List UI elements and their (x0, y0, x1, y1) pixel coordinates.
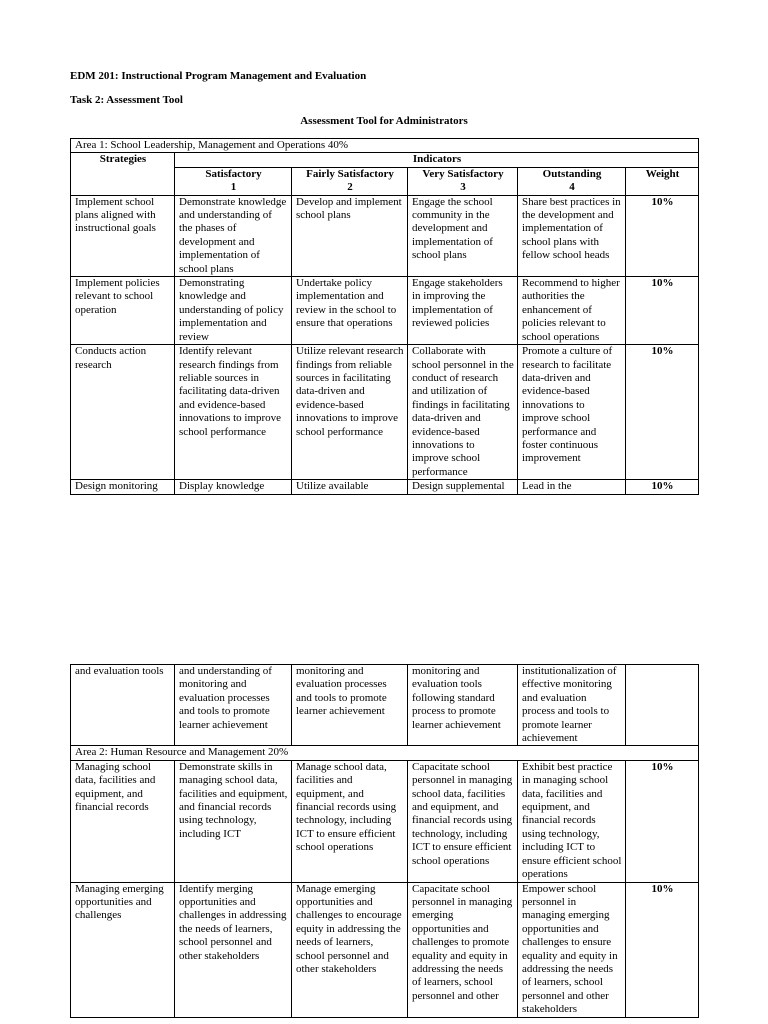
weight-cell (626, 665, 699, 746)
level-name: Outstanding (542, 167, 602, 180)
strategy-cell: Design monitoring (71, 480, 175, 494)
indicator-cell-very-satisfactory: Engage the school community in the development and implementation of school plans (408, 195, 518, 276)
indicator-cell-satisfactory: Identify relevant research findings from reliable sources in facilitating data-driven and evidence-based innovations to improve school performance (175, 345, 292, 480)
indicator-cell-very-satisfactory: Collaborate with school personnel in the conduct of research and utilization of findings in facilitating data-driven and evidence-based innovations to improve school performance (408, 345, 518, 480)
level-header-satisfactory (175, 167, 292, 195)
indicator-cell-very-satisfactory: Engage stakeholders in improving the implementation of reviewed policies (408, 277, 518, 345)
area-2-title: Area 2: Human Resource and Management 20% (71, 746, 699, 760)
weight-cell: 10% (626, 277, 699, 345)
level-number: 2 (347, 181, 353, 194)
strategy-cell: and evaluation tools (71, 665, 175, 746)
indicator-cell-outstanding: Lead in the (518, 480, 626, 494)
table-row (71, 277, 699, 345)
table-row (71, 760, 699, 882)
level-header-outstanding (518, 167, 626, 195)
table-row (71, 882, 699, 1017)
weight-header: Weight (626, 167, 699, 195)
indicator-cell-fairly-satisfactory: Manage school data, facilities and equipment, and financial records using technology, including ICT to ensure efficient school operations (292, 760, 408, 882)
level-name: Very Satisfactory (422, 167, 504, 180)
indicator-cell-fairly-satisfactory: Utilize available (292, 480, 408, 494)
indicator-cell-satisfactory: and understanding of monitoring and evaluation processes and tools to promote learner achievement (175, 665, 292, 746)
weight-cell: 10% (626, 480, 699, 494)
level-header-very-satisfactory (408, 167, 518, 195)
indicator-cell-outstanding: Recommend to higher authorities the enhancement of policies relevant to school operations (518, 277, 626, 345)
table-row (71, 345, 699, 480)
strategy-cell: Managing emerging opportunities and challenges (71, 882, 175, 1017)
level-name: Satisfactory (205, 167, 262, 180)
level-header-fairly-satisfactory (292, 167, 408, 195)
assessment-table-page-1 (70, 138, 699, 495)
indicator-cell-fairly-satisfactory: Manage emerging opportunities and challenges to encourage equity in addressing the needs of learners, school personnel and other stakeholders (292, 882, 408, 1017)
indicator-cell-satisfactory: Demonstrate knowledge and understanding of the phases of development and implementation of school plans (175, 195, 292, 276)
indicator-cell-very-satisfactory: Capacitate school personnel in managing school data, facilities and equipment, and financial records using technology, including ICT to ensure efficient school operations (408, 760, 518, 882)
indicator-cell-fairly-satisfactory: Undertake policy implementation and review in the school to ensure that operations (292, 277, 408, 345)
indicator-cell-very-satisfactory: monitoring and evaluation tools following standard process to promote learner achievement (408, 665, 518, 746)
indicators-header: Indicators (175, 153, 699, 167)
indicator-cell-satisfactory: Demonstrating knowledge and understanding of policy implementation and review (175, 277, 292, 345)
weight-cell: 10% (626, 345, 699, 480)
indicator-cell-outstanding: Exhibit best practice in managing school data, facilities and equipment, and financial records using technology, including ICT to ensure efficient school operations (518, 760, 626, 882)
assessment-table-page-2 (70, 664, 699, 1018)
weight-cell: 10% (626, 882, 699, 1017)
strategies-header: Strategies (71, 153, 175, 195)
indicator-cell-very-satisfactory: Design supplemental (408, 480, 518, 494)
level-number: 1 (230, 181, 237, 194)
indicator-cell-fairly-satisfactory: Utilize relevant research findings from reliable sources in facilitating data-driven and evidence-based innovations to improve school performance (292, 345, 408, 480)
weight-cell: 10% (626, 195, 699, 276)
course-title: EDM 201: Instructional Program Management and Evaluation (70, 70, 367, 82)
task-title: Task 2: Assessment Tool (70, 94, 183, 106)
indicator-cell-satisfactory: Display knowledge (175, 480, 292, 494)
indicator-cell-outstanding: Share best practices in the development and implementation of school plans with fellow school heads (518, 195, 626, 276)
area-1-title: Area 1: School Leadership, Management and Operations 40% (71, 139, 699, 153)
table-row (71, 195, 699, 276)
strategy-cell: Implement policies relevant to school operation (71, 277, 175, 345)
strategy-cell: Implement school plans aligned with instructional goals (71, 195, 175, 276)
level-number: 3 (460, 181, 466, 194)
strategy-cell: Managing school data, facilities and equipment, and financial records (71, 760, 175, 882)
header-row-indicators (71, 153, 699, 167)
indicator-cell-outstanding: Empower school personnel in managing emerging opportunities and challenges to ensure equality and equity in addressing the needs of learners, school personnel and other stakeholders (518, 882, 626, 1017)
indicator-cell-fairly-satisfactory: monitoring and evaluation processes and tools to promote learner achievement (292, 665, 408, 746)
table-row-split-bottom (71, 665, 699, 746)
indicator-cell-outstanding: institutionalization of effective monitoring and evaluation process and tools to promote learner achievement (518, 665, 626, 746)
indicator-cell-satisfactory: Identify merging opportunities and challenges in addressing the needs of learners, school personnel and other stakeholders (175, 882, 292, 1017)
level-name: Fairly Satisfactory (306, 167, 394, 180)
tool-title: Assessment Tool for Administrators (300, 115, 468, 127)
indicator-cell-very-satisfactory: Capacitate school personnel in managing emerging opportunities and challenges to promote equality and equity in addressing the needs of learners, school personnel and other (408, 882, 518, 1017)
strategy-cell: Conducts action research (71, 345, 175, 480)
indicator-cell-fairly-satisfactory: Develop and implement school plans (292, 195, 408, 276)
area-1-title-row (71, 139, 699, 153)
table-row-split-top (71, 480, 699, 494)
indicator-cell-satisfactory: Demonstrate skills in managing school data, facilities and equipment, and financial records using technology, including ICT (175, 760, 292, 882)
weight-cell: 10% (626, 760, 699, 882)
area-2-title-row (71, 746, 699, 760)
indicator-cell-outstanding: Promote a culture of research to facilitate data-driven and evidence-based innovations to improve school performance and foster continuous improvement (518, 345, 626, 480)
level-number: 4 (569, 181, 575, 194)
